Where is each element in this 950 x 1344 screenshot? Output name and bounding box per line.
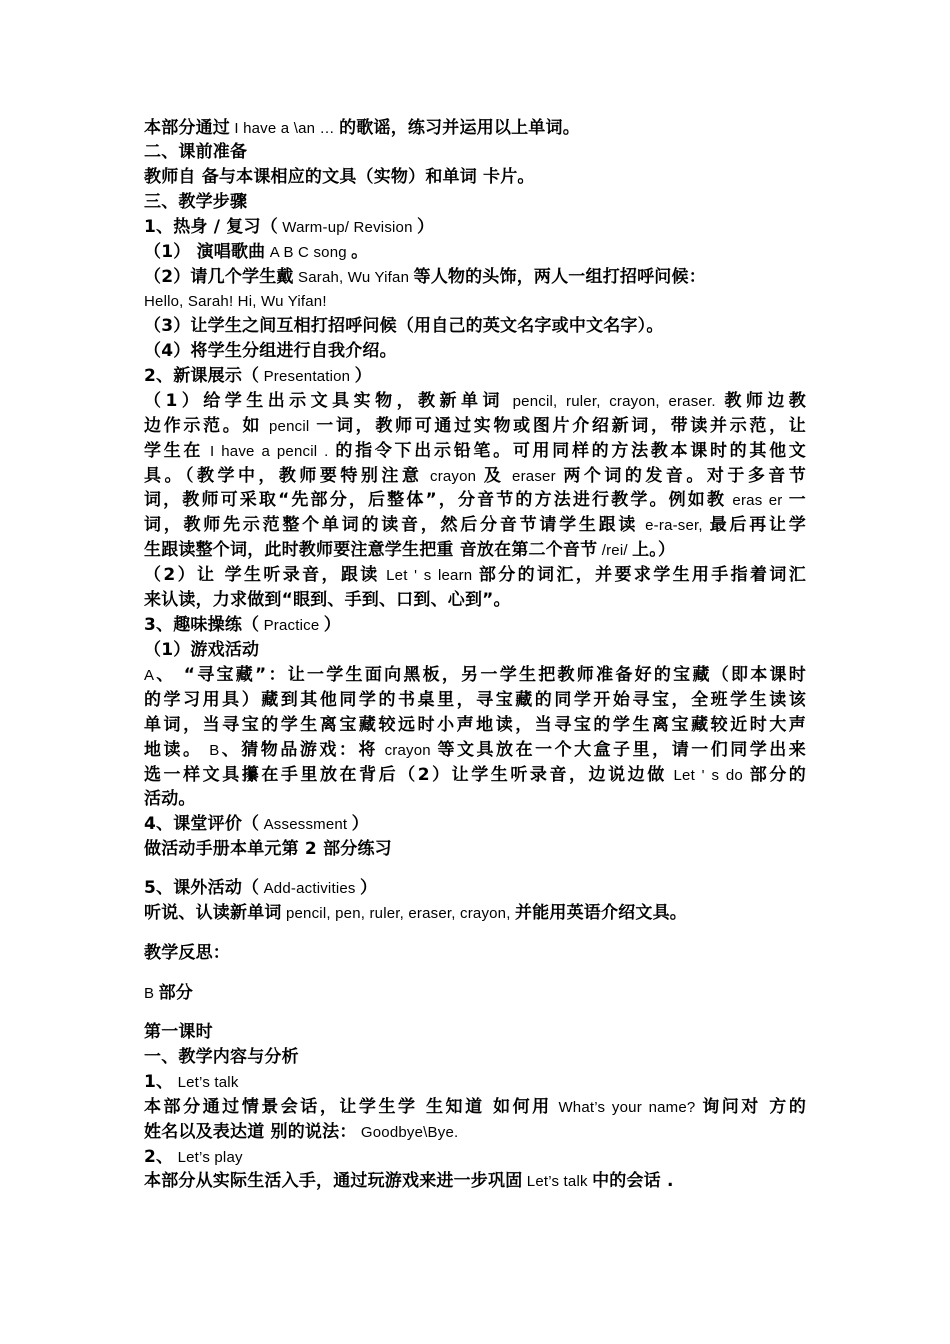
latin-text: A B C song	[265, 244, 352, 261]
text-line	[144, 289, 327, 313]
text-line: 做活动手册本单元第 2 部分练习	[144, 839, 392, 859]
text-line: 3、趣味操练（ Practice ）	[144, 615, 341, 635]
latin-text: eraser	[504, 468, 564, 485]
text-line: （2）让 学生听录音，跟读 Let ' s learn 部分的词汇，并要求学生用手指着词汇	[144, 565, 806, 585]
latin-text: Goodbye\Bye.	[356, 1124, 459, 1141]
latin-text: /rei/	[597, 542, 633, 559]
text-line: 本部分通过情景会话，让学生学 生知道 如何用 What’s your name? 询问对 方的	[144, 1097, 807, 1117]
text-line: 地读。 B、猜物品游戏：将 crayon 等文具放在一个大盒子里，请一们同学出来	[144, 740, 806, 760]
text-line: 词，教师先示范整个单词的读音，然后分音节请学生跟读 e-ra-ser, 最后再让学	[144, 515, 807, 535]
latin-text: I have a pencil .	[203, 443, 336, 460]
text-line: 教师自 备与本课相应的文具（实物）和单词 卡片。	[144, 167, 535, 187]
text-line: 活动。	[144, 789, 196, 809]
latin-text: I have a \an …	[230, 120, 340, 137]
latin-text: pencil, pen, ruler, eraser, crayon,	[281, 905, 515, 922]
latin-text: pencil, ruler, crayon, eraser.	[503, 393, 725, 410]
latin-text: Add-activities	[259, 880, 360, 897]
latin-text: Let ' s do	[666, 767, 750, 784]
text-line: 听说、认读新单词 pencil, pen, ruler, eraser, crayon, 并能用英语介绍文具。	[144, 903, 687, 923]
latin-text: Sarah, Wu Yifan	[293, 269, 414, 286]
text-line: 本部分从实际生活入手，通过玩游戏来进一步巩固 Let’s talk 中的会话 .	[144, 1171, 674, 1191]
text-line: 第一课时	[144, 1022, 213, 1042]
text-line: 词，教师可采取“先部分，后整体”，分音节的方法进行教学。例如教 eras er 一	[144, 490, 806, 510]
latin-text: crayon	[422, 468, 484, 485]
text-line: 一、教学内容与分析	[144, 1047, 299, 1067]
text-line: 4、课堂评价（ Assessment ）	[144, 814, 369, 834]
text-line: 生跟读整个词，此时教师要注意学生把重 音放在第二个音节 /rei/ 上。）	[144, 540, 676, 560]
latin-text: Practice	[259, 617, 324, 634]
latin-text: A	[144, 667, 155, 684]
text-line: 的学习用具）藏到其他同学的书桌里，寻宝藏的同学开始寻宝，全班学生读该	[144, 690, 806, 710]
text-line: 2、新课展示（ Presentation ）	[144, 366, 372, 386]
text-line: （1）给学生出示文具实物，教新单词 pencil, ruler, crayon, eraser. 教师边教	[144, 391, 806, 411]
latin-text: Let’s talk	[173, 1074, 239, 1091]
latin-text: pencil	[262, 418, 317, 435]
latin-text: Let ' s learn	[379, 567, 479, 584]
text-line: 1、 Let’s talk	[144, 1072, 239, 1092]
latin-text: Let’s play	[173, 1149, 243, 1166]
latin-text: Assessment	[259, 816, 352, 833]
text-line: 1、热身 / 复习（ Warm-up/ Revision ）	[144, 217, 435, 237]
latin-text: e-ra-ser,	[638, 517, 710, 534]
text-line: （4）将学生分组进行自我介绍。	[144, 341, 397, 361]
latin-text: What’s your name?	[551, 1099, 703, 1116]
latin-text: Presentation	[259, 368, 355, 385]
text-line: 5、课外活动（ Add-activities ）	[144, 878, 378, 898]
text-line: 来认读，力求做到“眼到、手到、口到、心到”。	[144, 590, 511, 610]
text-line: B 部分	[144, 983, 193, 1003]
latin-text: Let’s talk	[522, 1173, 593, 1190]
text-line: A、 “寻宝藏”：让一学生面向黑板，另一学生把教师准备好的宝藏（即本课时	[144, 665, 806, 685]
text-line: 本部分通过 I have a \an … 的歌谣，练习并运用以上单词。	[144, 118, 580, 138]
latin-text: eras er	[726, 492, 789, 509]
latin-text: B	[202, 742, 220, 759]
latin-text: B	[144, 985, 159, 1002]
text-line: 单词，当寻宝的学生离宝藏较远时小声地读，当寻宝的学生离宝藏较近时大声	[144, 715, 806, 735]
text-line: 学生在 I have a pencil . 的指令下出示铅笔。可用同样的方法教本课时的其他文	[144, 441, 806, 461]
text-line: （2）请几个学生戴 Sarah, Wu Yifan 等人物的头饰，两人一组打招呼问候：	[144, 267, 706, 287]
text-line: （1）游戏活动	[144, 640, 260, 660]
latin-text: Hello, Sarah! Hi, Wu Yifan!	[144, 293, 327, 310]
text-line: （3）让学生之间互相打招呼问候（用自己的英文名字或中文名字）。	[144, 316, 664, 336]
text-line: 具。（教学中，教师要特别注意 crayon 及 eraser 两个词的发音。对于多音节	[144, 466, 806, 486]
latin-text: crayon	[377, 742, 438, 759]
text-line: 二、课前准备	[144, 142, 248, 162]
latin-text: Warm-up/ Revision	[277, 219, 418, 236]
text-line: 三、教学步骤	[144, 192, 248, 212]
text-line: 边作示范。如 pencil 一词，教师可通过实物或图片介绍新词，带读并示范，让	[144, 416, 806, 436]
text-line: 教学反思：	[144, 943, 230, 963]
text-line: 姓名以及表达道 别的说法： Goodbye\Bye.	[144, 1122, 459, 1142]
text-line: 2、 Let’s play	[144, 1147, 243, 1167]
text-line: 选一样文具攥在手里放在背后（2）让学生听录音，边说边做 Let ' s do 部分的	[144, 765, 806, 785]
text-line: （1） 演唱歌曲 A B C song 。	[144, 242, 369, 262]
